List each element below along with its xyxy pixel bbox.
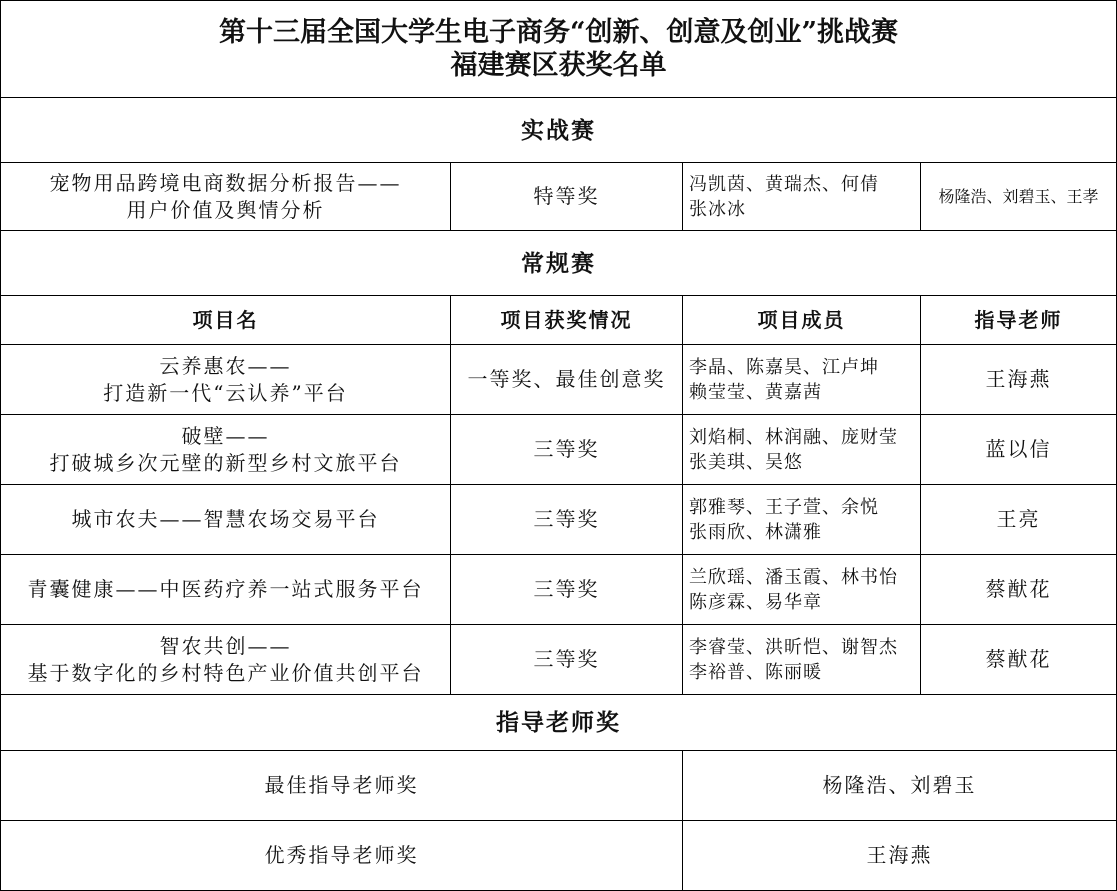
column-header: 项目获奖情况 [451,296,683,345]
teacher-cell: 蓝以信 [921,415,1117,485]
teacher-cell: 杨隆浩、刘碧玉、王孝 [921,163,1117,231]
column-header: 项目名 [1,296,451,345]
members-cell: 刘焰桐、林润融、庞财莹 张美琪、吴悠 [683,415,921,485]
teacher-cell: 王海燕 [921,345,1117,415]
section-heading-combat: 实战赛 [1,98,1117,163]
table-row [1,415,1117,485]
project-name: 智农共创—— 基于数字化的乡村特色产业价值共创平台 [1,625,451,695]
teacher-cell: 蔡猷花 [921,555,1117,625]
project-name: 城市农夫——智慧农场交易平台 [1,485,451,555]
column-header: 指导老师 [921,296,1117,345]
table-row [1,163,1117,231]
section-row-combat [1,98,1117,163]
award-cell: 三等奖 [451,485,683,555]
teacher-award-recipients: 王海燕 [683,821,1117,891]
section-row-teacher-award [1,695,1117,751]
document-title [1,1,1117,98]
title-line-2: 福建赛区获奖名单 [450,50,667,81]
teacher-award-name: 优秀指导老师奖 [1,821,683,891]
award-cell: 三等奖 [451,625,683,695]
award-cell: 特等奖 [451,163,683,231]
teacher-award-name: 最佳指导老师奖 [1,751,683,821]
award-cell: 三等奖 [451,555,683,625]
table-row [1,751,1117,821]
title-line-1: 第十三届全国大学生电子商务“创新、创意及创业”挑战赛 [218,17,899,48]
section-heading-teacher-award: 指导老师奖 [1,695,1117,751]
teacher-cell: 王亮 [921,485,1117,555]
table-row [1,821,1117,891]
title-row [1,1,1117,98]
members-cell: 兰欣瑶、潘玉霞、林书怡 陈彦霖、易华章 [683,555,921,625]
project-name: 破壁—— 打破城乡次元壁的新型乡村文旅平台 [1,415,451,485]
members-cell: 李睿莹、洪昕恺、谢智杰 李裕普、陈丽暖 [683,625,921,695]
table-row [1,345,1117,415]
section-row-regular [1,231,1117,296]
table-row [1,555,1117,625]
section-heading-regular: 常规赛 [1,231,1117,296]
table-row [1,485,1117,555]
teacher-cell: 蔡猷花 [921,625,1117,695]
members-cell: 郭雅琴、王子萱、余悦 张雨欣、林潇雅 [683,485,921,555]
project-name: 宠物用品跨境电商数据分析报告—— 用户价值及舆情分析 [1,163,451,231]
column-header-row [1,296,1117,345]
award-cell: 三等奖 [451,415,683,485]
teacher-award-recipients: 杨隆浩、刘碧玉 [683,751,1117,821]
award-cell: 一等奖、最佳创意奖 [451,345,683,415]
members-cell: 冯凯茵、黄瑞杰、何倩 张冰冰 [683,163,921,231]
project-name: 云养惠农—— 打造新一代“云认养”平台 [1,345,451,415]
members-cell: 李晶、陈嘉昊、江卢坤 赖莹莹、黄嘉茜 [683,345,921,415]
table-row [1,625,1117,695]
project-name: 青囊健康——中医药疗养一站式服务平台 [1,555,451,625]
column-header: 项目成员 [683,296,921,345]
